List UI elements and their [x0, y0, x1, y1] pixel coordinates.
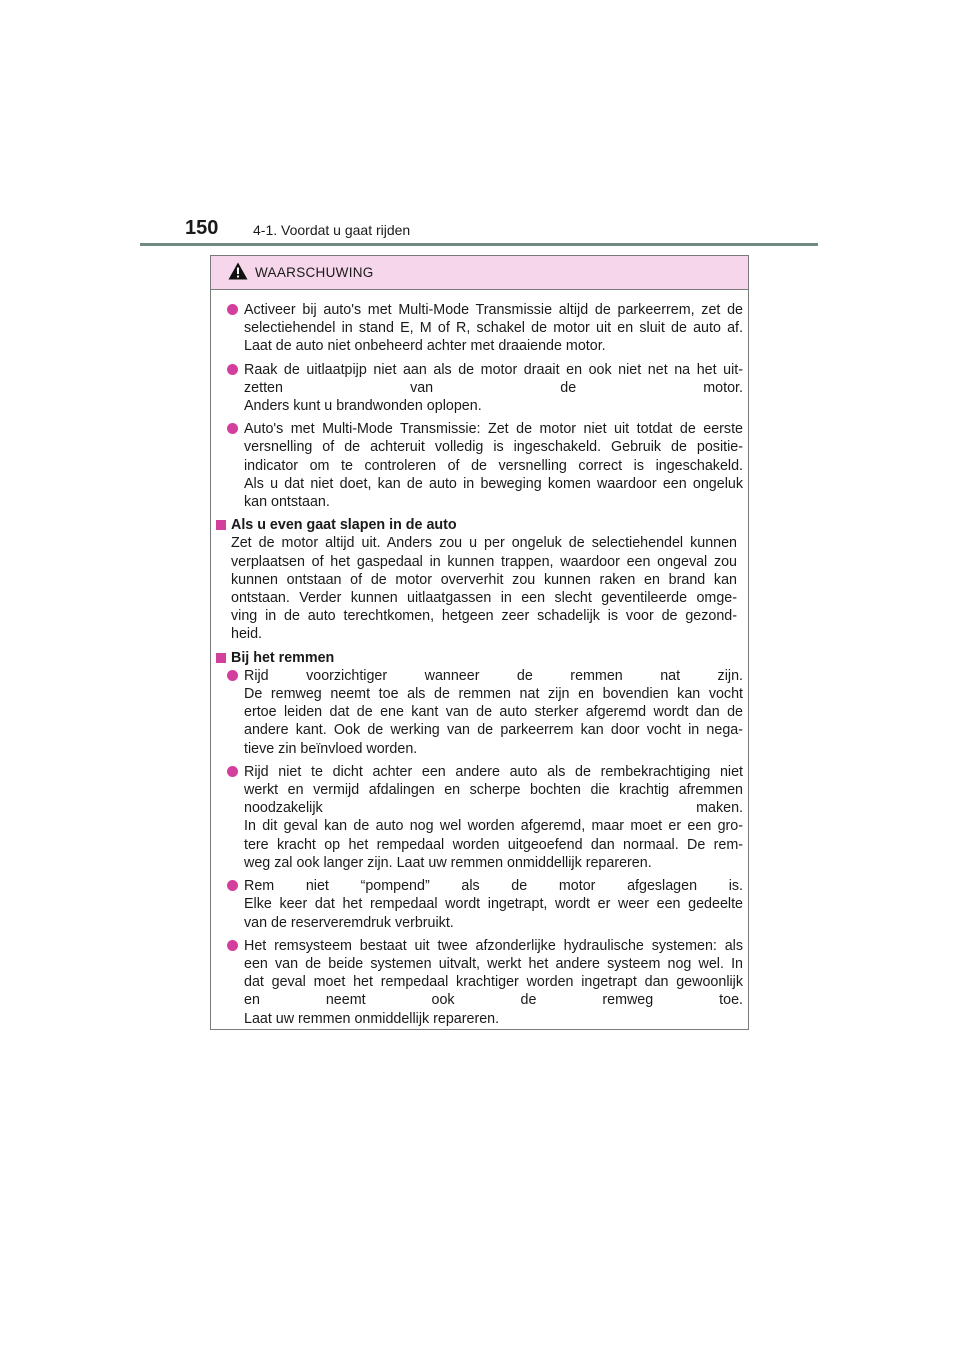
- warning-item: [214, 301, 743, 356]
- bullet-icon: [227, 304, 238, 315]
- text-line: ving in de auto terechtkomen, hetgeen zeer schadelijk is voor de gezond-: [231, 608, 737, 625]
- text-line: Auto's met Multi-Mode Transmissie: Zet de motor niet uit totdat de eerste: [244, 421, 743, 438]
- section-title: 4-1. Voordat u gaat rijden: [253, 222, 411, 238]
- brakes-list: [214, 667, 743, 1028]
- brakes-item: [214, 937, 743, 1028]
- text-line: kunnen ontstaan of de motor oververhit zou kunnen raken en brand kan: [231, 571, 737, 588]
- text-line: heid.: [231, 626, 263, 643]
- brakes-item: [214, 667, 743, 758]
- text-line: Rijd niet te dicht achter een andere auto als de rembekrachtiging niet: [244, 763, 743, 780]
- text-line: tere kracht op het rempedaal worden uitgeoefend dan normaal. De rem-: [244, 836, 743, 853]
- text-line: Het remsysteem bestaat uit twee afzonderlijke hydraulische systemen: als: [244, 937, 743, 954]
- text-line: versnelling of de achteruit volledig is ingeschakeld. Gebruik de positie-: [244, 439, 743, 456]
- text-line: indicator om te controleren of de versnelling correct is ingeschakeld.: [244, 457, 743, 474]
- warning-body: [211, 290, 748, 1028]
- text-line: Rem niet “pompend” als de motor afgeslagen is.: [244, 878, 743, 895]
- brakes-item: [214, 877, 743, 932]
- text-line: ertoe leiden dat de ene kant van de auto sterker afgeremd wordt dan de: [244, 704, 743, 721]
- subsection-heading-text: Bij het remmen: [231, 649, 335, 666]
- text-line: van de reserveremdruk verbruikt.: [244, 914, 454, 931]
- text-line: Laat de auto niet onbeheerd achter met draaiende motor.: [244, 338, 606, 355]
- brakes-item: [214, 763, 743, 872]
- text-line: Raak de uitlaatpijp niet aan als de motor draait en ook niet net na het uit-: [244, 361, 743, 378]
- warning-item: [214, 420, 743, 511]
- bullet-icon: [227, 364, 238, 375]
- subsection-heading-text: Als u even gaat slapen in de auto: [231, 517, 457, 534]
- text-line: De remweg neemt toe als de remmen nat zijn en bovendien kan vocht: [244, 686, 743, 703]
- text-line: noodzakelijk maken.: [244, 800, 743, 817]
- bullet-icon: [227, 940, 238, 951]
- text-line: Activeer bij auto's met Multi-Mode Transmissie altijd de parkeerrem, zet de: [244, 302, 743, 318]
- text-line: Als u dat niet doet, kan de auto in beweging komen waardoor een ongeluk: [244, 475, 743, 492]
- text-line: tieve zin beïnvloed worden.: [244, 740, 418, 757]
- text-line: Laat uw remmen onmiddellijk repareren.: [244, 1010, 500, 1027]
- warning-box: [210, 255, 749, 1030]
- text-line: Elke keer dat het rempedaal wordt ingetrapt, wordt er weer een gedeelte: [244, 896, 743, 913]
- text-line: verplaatsen of het gaspedaal in kunnen trappen, waardoor een ongeval zou: [231, 553, 737, 570]
- square-bullet-icon: [216, 653, 226, 663]
- bullet-icon: [227, 670, 238, 681]
- text-line: selectiehendel in stand E, M of R, schakel de motor uit en sluit de auto af.: [244, 320, 743, 337]
- warning-triangle-icon: [228, 262, 248, 280]
- header-divider: [140, 243, 818, 246]
- text-line: en neemt ook de remweg toe.: [244, 992, 743, 1009]
- warning-header: [211, 256, 748, 290]
- text-line: Rijd voorzichtiger wanneer de remmen nat zijn.: [244, 667, 743, 684]
- square-bullet-icon: [216, 520, 226, 530]
- text-line: Zet de motor altijd uit. Anders zou u per ongeluk de selectiehendel kunnen: [231, 535, 737, 552]
- sleep-paragraph: [214, 534, 743, 643]
- bullet-icon: [227, 423, 238, 434]
- bullet-icon: [227, 766, 238, 777]
- warning-title: WAARSCHUWING: [255, 265, 374, 280]
- text-line: dat geval moet het rempedaal krachtiger worden ingetrapt dan gewoonlijk: [244, 974, 743, 991]
- warning-item: [214, 361, 743, 416]
- text-line: andere kant. Ook de werking van de parkeerrem kan door vocht in nega-: [244, 722, 743, 739]
- text-line: een van de beide systemen uitvalt, werkt het andere systeem nog wel. In: [244, 955, 743, 972]
- text-line: weg zal ook langer zijn. Laat uw remmen onmiddellijk repareren.: [244, 854, 652, 871]
- text-line: ontstaan. Verder kunnen uitlaatgassen in een slecht geventileerde omge-: [231, 590, 737, 607]
- page-number: 150: [185, 217, 219, 239]
- subsection-heading-sleep: [214, 516, 743, 534]
- text-line: werkt en vermijd afdalingen en scherpe bochten die krachtig afremmen: [244, 782, 743, 799]
- text-line: kan ontstaan.: [244, 494, 330, 511]
- text-line: In dit geval kan de auto nog wel worden afgeremd, maar moet er een gro-: [244, 818, 743, 835]
- text-line: Anders kunt u brandwonden oplopen.: [244, 398, 482, 415]
- text-line: zetten van de motor.: [244, 379, 743, 396]
- bullet-icon: [227, 880, 238, 891]
- subsection-heading-brakes: [214, 649, 743, 667]
